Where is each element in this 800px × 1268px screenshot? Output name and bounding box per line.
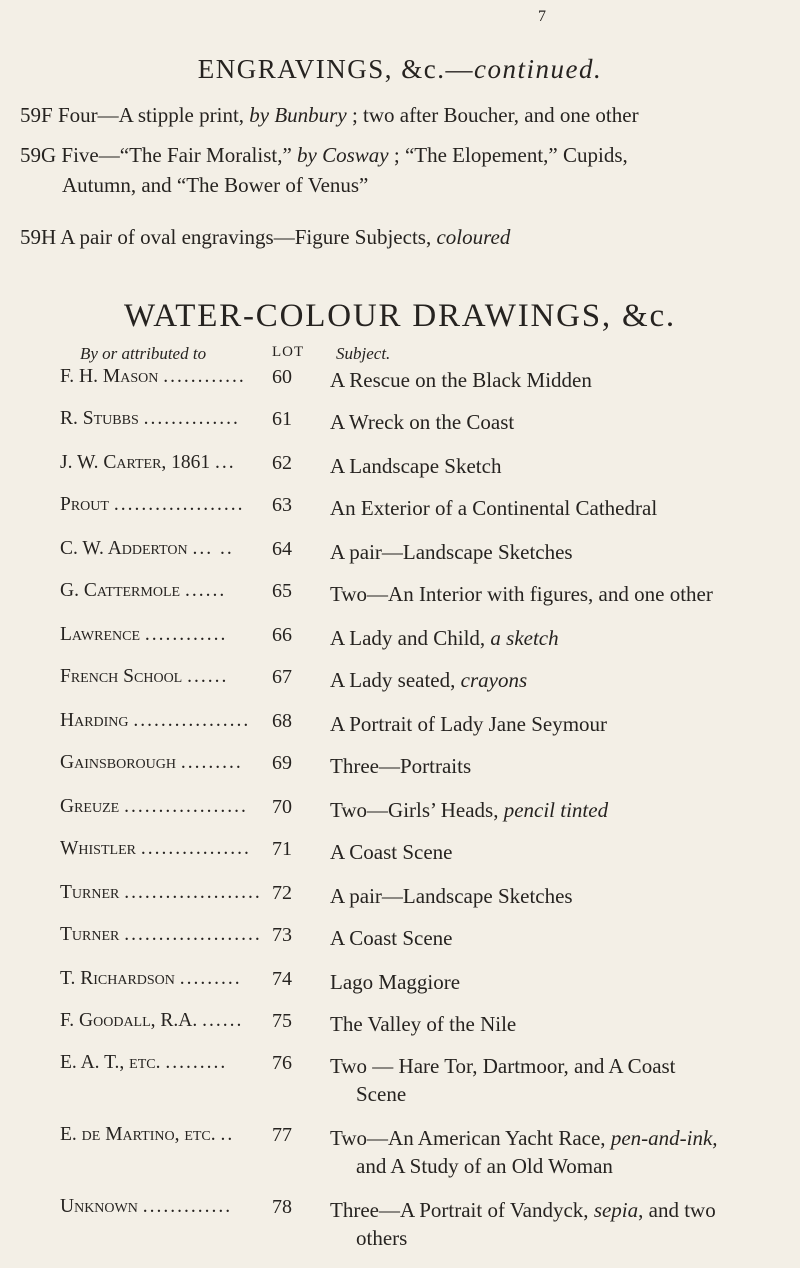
artist-name-text: F. H. Mason — [60, 366, 159, 387]
subject-italic: pen-and-ink, — [610, 1126, 718, 1150]
artist-name — [60, 924, 265, 946]
engraving-text-italic: by Cosway — [297, 143, 389, 167]
leader-dots: ................ — [140, 838, 251, 859]
subject-text — [330, 882, 790, 910]
engraving-text: Five—“The Fair Moralist,” — [61, 143, 298, 167]
subject-text — [330, 624, 790, 652]
subject-after: , and two — [638, 1198, 716, 1222]
subject-text — [330, 710, 790, 738]
subject-main: Three—Portraits — [330, 754, 472, 778]
artist-name — [60, 580, 265, 602]
artist-name-text: Harding — [60, 710, 129, 731]
subject-main: A Rescue on the Black Midden — [330, 368, 592, 392]
subject-main: A Coast Scene — [330, 926, 453, 950]
engraving-lot: 59F — [20, 103, 53, 127]
watercolour-row — [0, 538, 800, 584]
subject-main: A Lady and Child, — [330, 626, 491, 650]
subject-text — [330, 366, 790, 394]
lot-number: 62 — [272, 452, 292, 474]
leader-dots: ................... — [113, 494, 245, 515]
subject-main: A Lady seated, — [330, 668, 461, 692]
subject-text — [330, 408, 790, 436]
subject-text — [330, 1196, 790, 1252]
lot-number: 76 — [272, 1052, 292, 1074]
artist-name — [60, 1124, 265, 1146]
page-number: 7 — [538, 8, 546, 25]
subject-text — [330, 838, 790, 866]
subject-continuation: and A Study of an Old Woman — [356, 1154, 613, 1178]
engravings-heading — [0, 54, 800, 85]
lot-number: 60 — [272, 366, 292, 388]
engravings-heading-main: ENGRAVINGS, &c.— — [197, 54, 475, 84]
lot-number: 66 — [272, 624, 292, 646]
leader-dots: .. — [220, 1124, 235, 1145]
artist-name-text: Turner — [60, 882, 120, 903]
leader-dots: ............. — [142, 1196, 233, 1217]
subject-text — [330, 538, 790, 566]
subject-main: A Landscape Sketch — [330, 454, 502, 478]
engraving-item — [20, 222, 788, 252]
leader-dots: ... — [215, 452, 236, 473]
leader-dots: ............ — [163, 366, 246, 387]
artist-name-text: Lawrence — [60, 624, 141, 645]
lot-number: 67 — [272, 666, 292, 688]
artist-name-text: E. de Martino, etc. — [60, 1124, 216, 1145]
lot-number: 77 — [272, 1124, 292, 1146]
artist-name-text: G. Cattermole — [60, 580, 181, 601]
watercolour-row — [0, 452, 800, 498]
leader-dots: ...... — [184, 580, 227, 601]
artist-name — [60, 666, 265, 688]
leader-dots: .................... — [124, 882, 262, 903]
lot-number: 63 — [272, 494, 292, 516]
lot-number: 74 — [272, 968, 292, 990]
artist-name-text: T. Richardson — [60, 968, 175, 989]
column-header-lot: LOT — [272, 344, 305, 360]
watercolour-row — [0, 710, 800, 756]
watercolour-row — [0, 366, 800, 412]
watercolour-row — [0, 624, 800, 670]
engraving-text-rest: ; “The Elopement,” Cupids, — [388, 143, 628, 167]
subject-main: A Wreck on the Coast — [330, 410, 515, 434]
watercolour-row — [0, 408, 800, 454]
engraving-lot: 59H — [20, 225, 57, 249]
subject-text — [330, 452, 790, 480]
artist-name — [60, 710, 265, 732]
subject-text — [330, 494, 790, 522]
subject-text — [330, 752, 790, 780]
artist-name-text: Prout — [60, 494, 109, 515]
leader-dots: ...... — [202, 1010, 244, 1031]
subject-text — [330, 580, 790, 608]
engravings-heading-continued: continued. — [474, 54, 603, 84]
lot-number: 61 — [272, 408, 292, 430]
subject-text — [330, 796, 790, 824]
subject-main: Two — Hare Tor, Dartmoor, and A Coast — [330, 1054, 676, 1078]
lot-number: 73 — [272, 924, 292, 946]
subject-text — [330, 968, 790, 996]
subject-main: Two—An American Yacht Race, — [330, 1126, 611, 1150]
subject-main: A pair—Landscape Sketches — [330, 540, 573, 564]
leader-dots: .................. — [124, 796, 248, 817]
subject-main: The Valley of the Nile — [330, 1012, 517, 1036]
subject-continuation: Scene — [356, 1082, 407, 1106]
lot-number: 69 — [272, 752, 292, 774]
subject-main: Lago Maggiore — [330, 970, 461, 994]
artist-name — [60, 968, 265, 990]
subject-text — [330, 924, 790, 952]
leader-dots: ......... — [179, 968, 242, 989]
lot-number: 70 — [272, 796, 292, 818]
subject-text — [330, 1010, 790, 1038]
lot-number: 71 — [272, 838, 292, 860]
subject-main: A Coast Scene — [330, 840, 453, 864]
artist-name-text: E. A. T., etc. — [60, 1052, 161, 1073]
watercolour-row — [0, 796, 800, 842]
subject-italic: crayons — [460, 668, 528, 692]
leader-dots: .............. — [143, 408, 240, 429]
artist-name — [60, 1196, 265, 1218]
subject-main: Two—An Interior with figures, and one other — [330, 582, 713, 606]
leader-dots: ...... — [187, 666, 229, 687]
engraving-text-italic: by Bunbury — [249, 103, 347, 127]
watercolour-row — [0, 882, 800, 928]
subject-main: A pair—Landscape Sketches — [330, 884, 573, 908]
artist-name — [60, 882, 265, 904]
artist-name — [60, 796, 265, 818]
leader-dots: ......... — [165, 1052, 228, 1073]
artist-name — [60, 752, 265, 774]
watercolour-row — [0, 1052, 800, 1106]
engraving-text: Four—A stipple print, — [57, 103, 250, 127]
subject-italic: pencil tinted — [503, 798, 609, 822]
watercolour-row — [0, 1124, 800, 1178]
lot-number: 64 — [272, 538, 292, 560]
subject-text — [330, 1124, 790, 1180]
subject-main: An Exterior of a Continental Cathedral — [330, 496, 658, 520]
artist-name-text: Greuze — [60, 796, 120, 817]
artist-name — [60, 366, 265, 388]
artist-name — [60, 494, 265, 516]
column-header-subject: Subject. — [336, 344, 391, 363]
subject-italic: sepia — [593, 1198, 639, 1222]
artist-name-text: French School — [60, 666, 183, 687]
subject-text — [330, 666, 790, 694]
engraving-text-rest: ; two after Boucher, and one other — [346, 103, 639, 127]
subject-continuation: others — [356, 1226, 408, 1250]
lot-number: 65 — [272, 580, 292, 602]
lot-number: 78 — [272, 1196, 292, 1218]
artist-name — [60, 1010, 265, 1032]
artist-name-text: Unknown — [60, 1196, 138, 1217]
artist-name-text: C. W. Adderton — [60, 538, 188, 559]
engraving-item — [20, 140, 788, 200]
engraving-text-italic: coloured — [436, 225, 511, 249]
leader-dots: ............ — [144, 624, 228, 645]
watercolour-row — [0, 1196, 800, 1250]
watercolour-heading: WATER-COLOUR DRAWINGS, &c. — [124, 298, 676, 334]
lot-number: 68 — [272, 710, 292, 732]
watercolour-row — [0, 838, 800, 884]
artist-name-text: R. Stubbs — [60, 408, 139, 429]
watercolour-row — [0, 580, 800, 626]
subject-main: Three—A Portrait of Vandyck, — [330, 1198, 594, 1222]
artist-name-text: Turner — [60, 924, 120, 945]
artist-name — [60, 452, 265, 474]
subject-main: A Portrait of Lady Jane Seymour — [330, 712, 608, 736]
subject-main: Two—Girls’ Heads, — [330, 798, 504, 822]
engraving-continuation: Autumn, and “The Bower of Venus” — [62, 173, 369, 197]
artist-name — [60, 408, 265, 430]
artist-name — [60, 624, 265, 646]
artist-name-text: Whistler — [60, 838, 136, 859]
watercolour-row — [0, 968, 800, 1014]
artist-name-text: J. W. Carter, 1861 — [60, 452, 211, 473]
subject-text — [330, 1052, 790, 1108]
lot-number: 72 — [272, 882, 292, 904]
leader-dots: ................. — [133, 710, 251, 731]
artist-name — [60, 538, 265, 560]
watercolour-row — [0, 494, 800, 540]
artist-name — [60, 1052, 265, 1074]
watercolour-row — [0, 752, 800, 798]
leader-dots: ......... — [180, 752, 243, 773]
artist-name — [60, 838, 265, 860]
artist-name-text: F. Goodall, R.A. — [60, 1010, 198, 1031]
engraving-lot: 59G — [20, 143, 57, 167]
lot-number: 75 — [272, 1010, 292, 1032]
leader-dots: ... .. — [192, 538, 234, 559]
leader-dots: .................... — [124, 924, 262, 945]
engraving-item — [20, 100, 788, 130]
watercolour-row — [0, 666, 800, 712]
subject-italic: a sketch — [490, 626, 559, 650]
column-header-artist: By or attributed to — [80, 344, 207, 363]
engraving-text: A pair of oval engravings—Figure Subjects, — [60, 225, 437, 249]
watercolour-row — [0, 1010, 800, 1056]
artist-name-text: Gainsborough — [60, 752, 176, 773]
watercolour-row — [0, 924, 800, 970]
